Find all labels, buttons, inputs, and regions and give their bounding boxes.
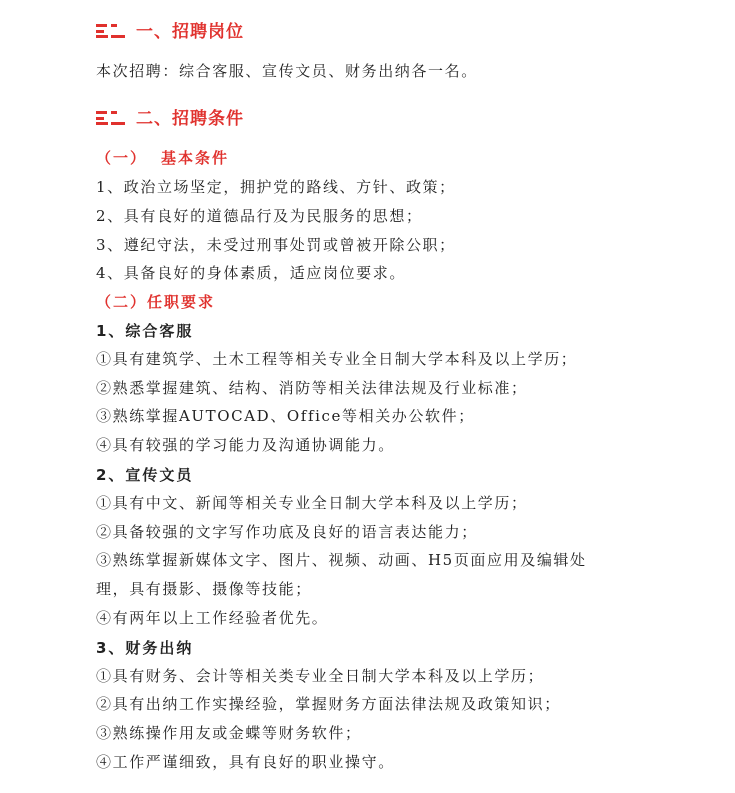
subheading-job-requirements: （二）任职要求 [96,293,216,311]
position-title-publicity-clerk: 2、宣传文员 [96,466,194,484]
requirement-item: ③熟练掌握新媒体文字、图片、视频、动画、H5页面应用及编辑处 [96,551,587,569]
section-marker-icon [96,23,126,37]
section-marker-icon [96,110,126,124]
position-title-customer-service: 1、综合客服 [96,322,194,340]
basic-condition-item: 1、政治立场坚定，拥护党的路线、方针、政策； [96,178,456,196]
requirement-item: ③熟练操作用友或金蝶等财务软件； [96,724,362,742]
basic-condition-item: 2、具有良好的道德品行及为民服务的思想； [96,207,423,225]
requirement-item: ②熟悉掌握建筑、结构、消防等相关法律法规及行业标准； [96,379,528,397]
requirement-item: ①具有财务、会计等相关类专业全日制大学本科及以上学历； [96,667,545,685]
requirement-item: ①具有中文、新闻等相关专业全日制大学本科及以上学历； [96,494,528,512]
section-heading-recruitment-positions [96,17,244,42]
basic-condition-item: 3、遵纪守法，未受过刑事处罚或曾被开除公职； [96,236,456,254]
section-heading-text: 一、招聘岗位 [136,22,244,42]
requirement-item: ②具有出纳工作实操经验，掌握财务方面法律法规及政策知识； [96,695,561,713]
requirement-item: ④具有较强的学习能力及沟通协调能力。 [96,436,395,454]
requirement-item-continued: 理，具有摄影、摄像等技能； [96,580,312,598]
subheading-title: 基本条件 [161,149,230,167]
section-heading-recruitment-conditions [96,104,244,129]
section-heading-text: 二、招聘条件 [136,109,244,129]
requirement-item: ①具有建筑学、土木工程等相关专业全日制大学本科及以上学历； [96,350,578,368]
requirement-item: ④有两年以上工作经验者优先。 [96,609,329,627]
requirement-item: ②具备较强的文字写作功底及良好的语言表达能力； [96,523,478,541]
basic-condition-item: 4、具备良好的身体素质，适应岗位要求。 [96,264,406,282]
requirement-item: ④工作严谨细致，具有良好的职业操守。 [96,753,395,771]
subheading-basic-conditions [96,147,229,168]
positions-paragraph: 本次招聘：综合客服、宣传文员、财务出纳各一名。 [96,62,478,80]
position-title-finance-cashier: 3、财务出纳 [96,639,194,657]
subheading-number: （一） [96,149,148,167]
requirement-item: ③熟练掌握AUTOCAD、Office等相关办公软件； [96,407,475,425]
